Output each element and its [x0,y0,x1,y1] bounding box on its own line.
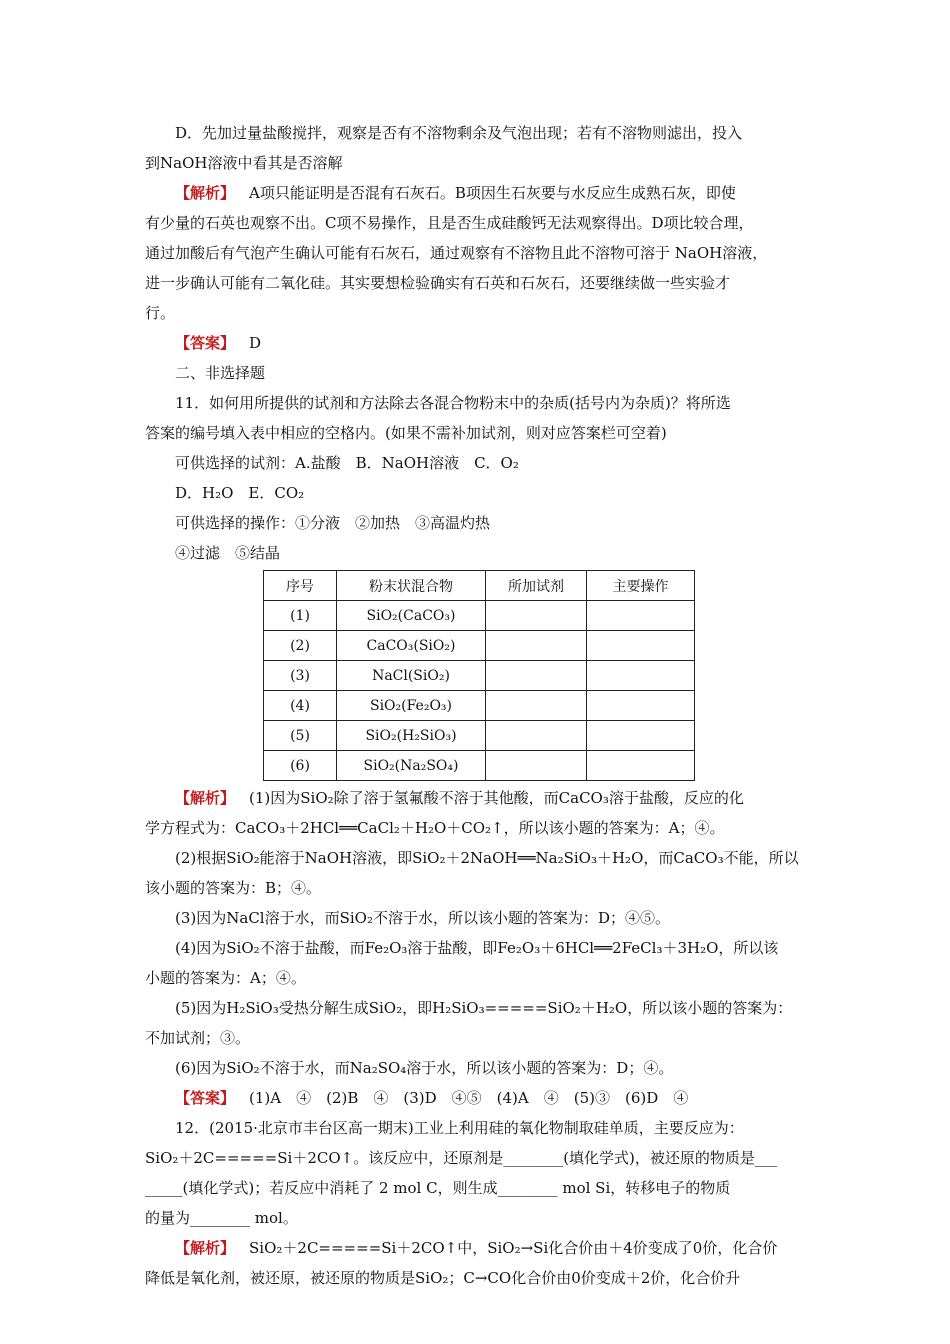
q11-operations-line2: ④过滤 ⑤结晶 [175,544,281,562]
q12-analysis-line: 降低是氧化剂，被还原，被还原的物质是SiO₂；C→CO化合价由0价变成＋2价，化合价升 [145,1269,741,1287]
q11-stem-line2: 答案的编号填入表中相应的空格内。(如果不需补加试剂，则对应答案栏可空着) [145,424,667,442]
row-operation [587,751,695,781]
answer-tag: 【答案】 [175,1089,236,1107]
q10-answer-value: D [249,334,262,352]
option-d-line1: D．先加过量盐酸搅拌，观察是否有不溶物剩余及气泡出现；若有不溶物则滤出，投入 [175,124,743,142]
table-row [264,601,695,631]
analysis-tag: 【解析】 [175,184,236,202]
row-no: (4) [264,691,337,721]
q11-stem-line1: 11．如何用所提供的试剂和方法除去各混合物粉末中的杂质(括号内为杂质)？将所选 [175,394,731,412]
q10-analysis-first [145,178,825,208]
row-mixture: CaCO₃(SiO₂) [337,631,486,661]
option-d-line2: 到NaOH溶液中看其是否溶解 [145,154,343,172]
row-reagent [486,721,587,751]
row-no: (2) [264,631,337,661]
q11-analysis-line: (1)因为SiO₂除了溶于氢氟酸不溶于其他酸，而CaCO₃溶于盐酸，反应的化 [249,789,744,807]
q11-analysis-line: (3)因为NaCl溶于水，而SiO₂不溶于水，所以该小题的答案为：D；④⑤。 [175,909,671,927]
row-reagent [486,631,587,661]
row-mixture: SiO₂(Fe₂O₃) [337,691,486,721]
q10-analysis-line: 行。 [145,304,176,322]
answer-tag: 【答案】 [175,334,236,352]
row-mixture: SiO₂(CaCO₃) [337,601,486,631]
row-no: (1) [264,601,337,631]
q12-stem-line: SiO₂＋2C=====Si＋2CO↑。该反应中，还原剂是________(填化学式)，被还原的物质是___ [145,1149,778,1167]
q10-analysis-line: A项只能证明是否混有石灰石。B项因生石灰要与水反应生成熟石灰，即使 [249,184,736,202]
mixture-table [263,570,695,781]
row-operation [587,661,695,691]
row-mixture: NaCl(SiO₂) [337,661,486,691]
q11-analysis-line: 学方程式为：CaCO₃＋2HCl══CaCl₂＋H₂O＋CO₂↑，所以该小题的答案为：A；④。 [145,819,725,837]
q11-analysis-line: 小题的答案为：A；④。 [145,969,306,987]
q11-analysis-line: (2)根据SiO₂能溶于NaOH溶液，即SiO₂＋2NaOH══Na₂SiO₃＋H₂O，而CaCO₃不能，所以 [175,849,799,867]
q11-analysis-line: 该小题的答案为：B；④。 [145,879,322,897]
q10-analysis-line: 通过加酸后有气泡产生确认可能有石灰石，通过观察有不溶物且此不溶物可溶于 NaOH溶液， [145,244,768,262]
header-mixture: 粉末状混合物 [337,571,486,601]
row-operation [587,601,695,631]
q11-answer-value: (1)A ④ (2)B ④ (3)D ④⑤ (4)A ④ (5)③ (6)D ④ [249,1089,689,1107]
row-reagent [486,691,587,721]
header-operation: 主要操作 [587,571,695,601]
table-row [264,751,695,781]
q11-answer [145,1083,825,1113]
q12-analysis-first [145,1233,825,1263]
row-no: (6) [264,751,337,781]
q10-analysis-line: 有少量的石英也观察不出。C项不易操作，且是否生成硅酸钙无法观察得出。D项比较合理， [145,214,754,232]
analysis-tag: 【解析】 [175,1239,236,1257]
q11-analysis-first [145,783,825,813]
q11-analysis-line: 不加试剂；③。 [145,1029,251,1047]
q11-operations-line1: 可供选择的操作：①分液 ②加热 ③高温灼热 [175,514,491,532]
row-no: (3) [264,661,337,691]
q12-stem-line: 12．(2015·北京市丰台区高一期末)工业上利用硅的氧化物制取硅单质，主要反应为： [175,1119,744,1137]
q12-stem-line: _____(填化学式)；若反应中消耗了 2 mol C，则生成________ mol Si，转移电子的物质 [145,1179,731,1197]
row-mixture: SiO₂(H₂SiO₃) [337,721,486,751]
q10-analysis-line: 进一步确认可能有二氧化硅。其实要想检验确实有石英和石灰石，还要继续做一些实验才 [145,274,731,292]
row-operation [587,721,695,751]
q10-answer [145,328,825,358]
q11-reagents-line1: 可供选择的试剂：A.盐酸 B．NaOH溶液 C．O₂ [175,454,519,472]
row-no: (5) [264,721,337,751]
row-reagent [486,661,587,691]
q11-analysis-line: (5)因为H₂SiO₃受热分解生成SiO₂，即H₂SiO₃=====SiO₂＋H₂O，所以该小题的答案为： [175,999,793,1017]
q12-analysis-line: SiO₂＋2C=====Si＋2CO↑中，SiO₂→Si化合价由＋4价变成了0价，化合价 [249,1239,778,1257]
document-page [145,118,825,1293]
table-row [264,721,695,751]
q12-stem [145,1113,825,1233]
table-row [264,691,695,721]
q12-stem-line: 的量为________ mol。 [145,1209,298,1227]
table-row [264,661,695,691]
q11-reagents-line2: D．H₂O E．CO₂ [175,484,305,502]
row-reagent [486,601,587,631]
row-operation [587,691,695,721]
q11-analysis-line: (6)因为SiO₂不溶于水，而Na₂SO₄溶于水，所以该小题的答案为：D；④。 [175,1059,674,1077]
q11-analysis-line: (4)因为SiO₂不溶于盐酸，而Fe₂O₃溶于盐酸，即Fe₂O₃＋6HCl══2FeCl₃＋3H₂O，所以该 [175,939,779,957]
analysis-tag: 【解析】 [175,789,236,807]
header-no: 序号 [264,571,337,601]
row-reagent [486,751,587,781]
section-heading: 二、非选择题 [175,364,266,382]
row-operation [587,631,695,661]
table-header-row [264,571,695,601]
row-mixture: SiO₂(Na₂SO₄) [337,751,486,781]
header-reagent: 所加试剂 [486,571,587,601]
q11-analysis-body [145,813,825,1083]
table-row [264,631,695,661]
